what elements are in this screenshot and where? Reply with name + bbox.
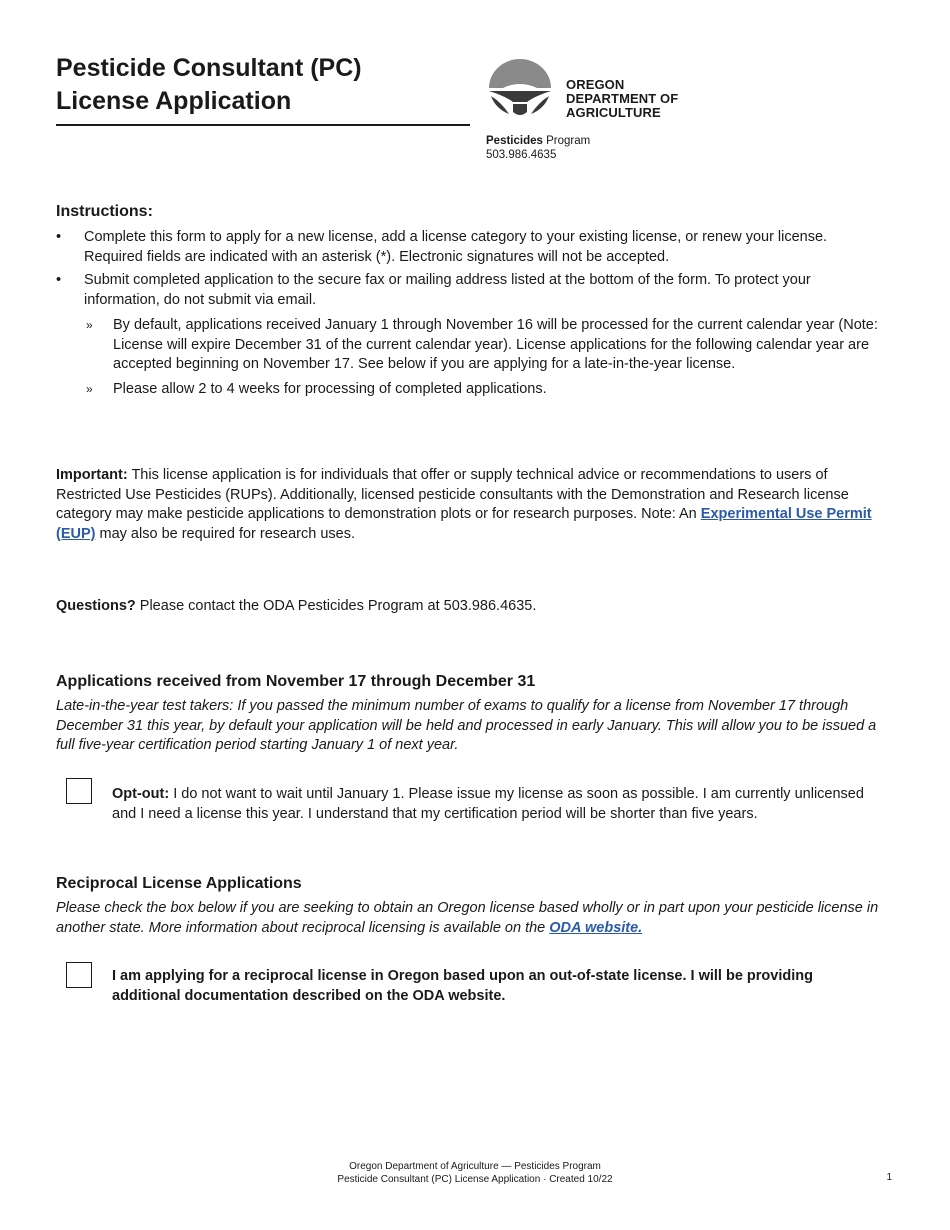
logo-line2: DEPARTMENT OF — [566, 91, 679, 106]
instruction-text: Submit completed application to the secure fax or mailing address listed at the bottom of the form. To protect your information, do not submit via email. — [84, 272, 811, 308]
reciprocal-heading: Reciprocal License Applications — [56, 875, 302, 892]
logo-line3: AGRICULTURE — [566, 105, 661, 120]
list-item — [56, 271, 886, 399]
late-year-heading: Applications received from November 17 through December 31 — [56, 673, 536, 690]
questions-note — [56, 597, 886, 617]
reciprocal-checkbox[interactable] — [66, 962, 92, 988]
questions-text: Please contact the ODA Pesticides Program at 503.986.4635. — [135, 598, 537, 614]
reciprocal-description — [56, 899, 886, 938]
sub-bullet-glyph: » — [86, 381, 93, 396]
opt-out-checkbox[interactable] — [66, 778, 92, 804]
logo-line1: OREGON — [566, 77, 625, 92]
form-title — [56, 52, 470, 126]
bullet-glyph: • — [56, 272, 62, 288]
eup-link[interactable]: Experimental Use Permit (EUP) — [56, 506, 872, 542]
oda-logo-mark-icon — [487, 58, 553, 124]
footer-line2: Pesticide Consultant (PC) License Application · Created 10/22 — [337, 1174, 613, 1185]
program-phone: 503.986.4635 — [486, 149, 557, 161]
sub-bullet-glyph: » — [86, 318, 93, 332]
important-note — [56, 466, 886, 544]
late-year-description: Late-in-the-year test takers: If you passed the minimum number of exams to qualify for a license from November 17 through December 31 this year, by default your application will be held and processed in early January. This will allow you to be issued a full five-year certification period starting January 1 of next year. — [56, 698, 877, 753]
reciprocal-description-text: Please check the box below if you are seeking to obtain an Oregon license based wholly or in part upon your pesticide license in another state. More information about reciprocal licensing is available on the — [56, 900, 879, 936]
important-text: This license application is for individuals that offer or supply technical advice or recommendations to users of Restricted Use Pesticides (RUPs). Additionally, licensed pesticide consultants with the Demonstration and Research license category may make pesticide applications to demonstration plots or for research purposes. Note: An — [56, 467, 849, 522]
bullet-glyph: • — [56, 229, 62, 245]
program-contact — [486, 134, 590, 162]
oda-logo-text — [566, 78, 678, 120]
instruction-subtext: By default, applications received January 1 through November 16 will be processed for the current calendar year (Note: License will expire December 31 of the current calendar year). License applications for the following calendar year are accepted beginning on November 17. See below if you are applying for a late-in-the-year license. — [113, 317, 878, 372]
instructions-heading: Instructions: — [56, 203, 153, 220]
list-item — [84, 316, 886, 375]
opt-out-label: Opt-out: — [112, 786, 170, 802]
program-suffix: Program — [542, 135, 591, 147]
page-footer — [0, 1160, 950, 1186]
program-name: Pesticides — [486, 135, 543, 147]
questions-label: Questions? — [56, 598, 136, 614]
form-title-line1: Pesticide Consultant (PC) — [56, 54, 362, 82]
instruction-subtext: Please allow 2 to 4 weeks for processing of completed applications. — [113, 380, 547, 397]
important-text-after: may also be required for research uses. — [95, 525, 355, 542]
important-label: Important: — [56, 467, 128, 483]
form-title-line2: License Application — [56, 87, 292, 115]
page-number: 1 — [886, 1172, 892, 1183]
list-item — [84, 380, 886, 400]
reciprocal-checkbox-text: I am applying for a reciprocal license in Oregon based upon an out-of-state license. I will be providing additional documentation described on the ODA website. — [112, 968, 813, 1004]
opt-out-description: I do not want to wait until January 1. Please issue my license as soon as possible. I am currently unlicensed and I need a license this year. I understand that my certification period will be shorter than five years. — [112, 786, 864, 822]
instruction-text: Complete this form to apply for a new license, add a license category to your existing license, or renew your license. Required fields are indicated with an asterisk (*). Electronic signatures will not be accepted. — [84, 229, 828, 265]
oda-logo — [487, 58, 697, 124]
instructions-list — [56, 228, 886, 404]
list-item — [56, 228, 886, 267]
footer-line1: Oregon Department of Agriculture — Pesticides Program — [349, 1161, 601, 1172]
opt-out-text — [112, 785, 882, 824]
oda-website-link[interactable]: ODA website. — [549, 919, 643, 936]
instructions-sublist — [84, 316, 886, 399]
